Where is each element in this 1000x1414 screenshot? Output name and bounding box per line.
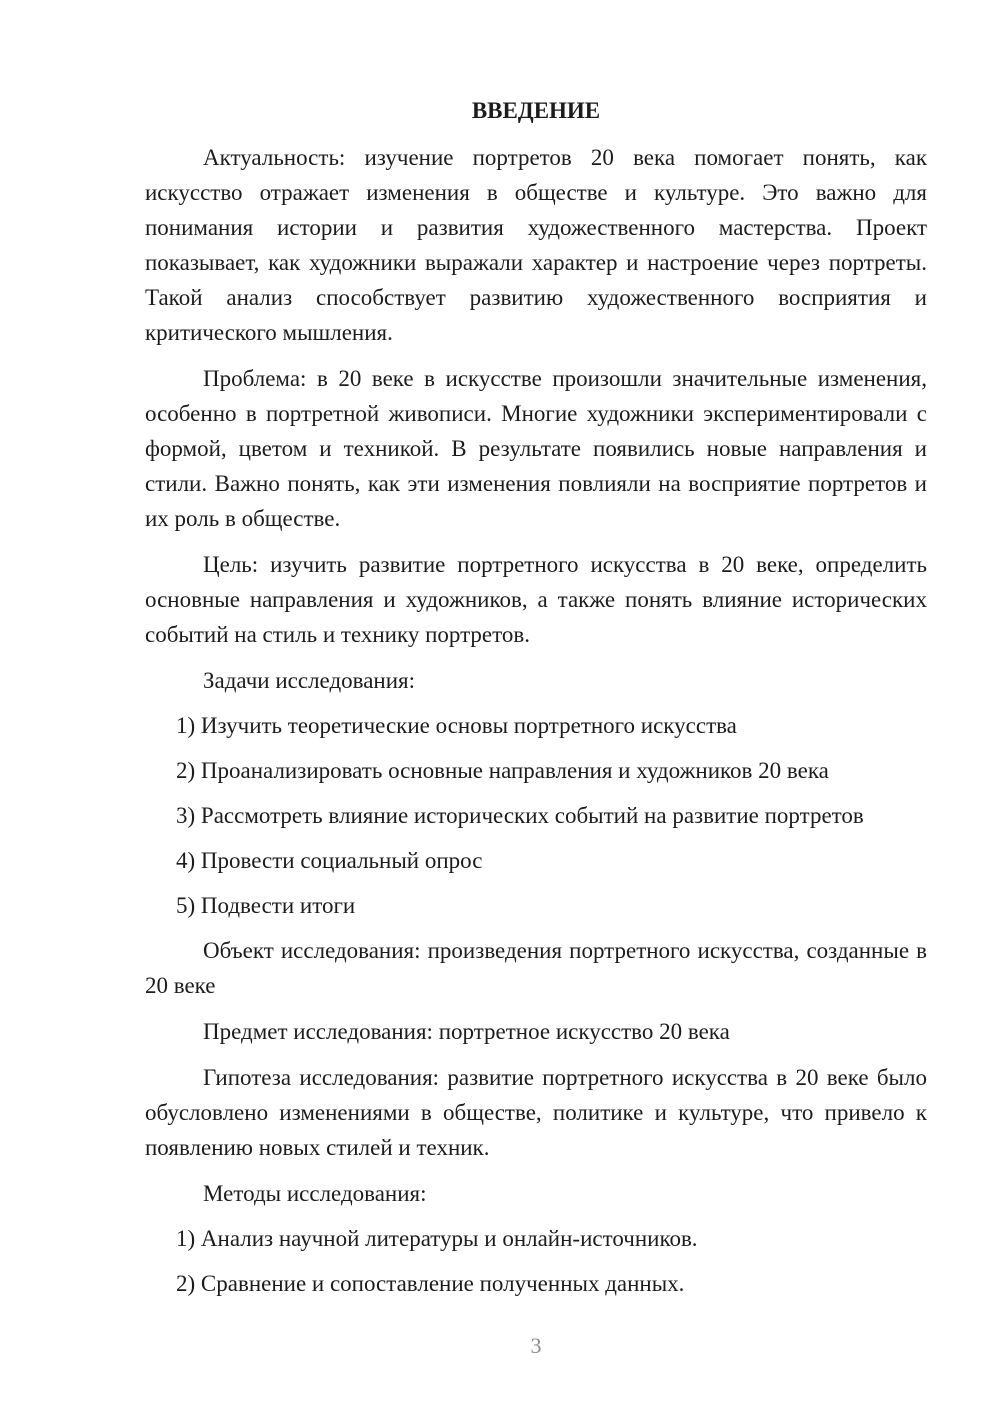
object-paragraph: Объект исследования: произведения портретного искусства, созданные в 20 веке [145,938,927,998]
method-item: 2) Сравнение и сопоставление полученных данных. [176,1271,685,1296]
problem-paragraph: Проблема: в 20 веке в искусстве произошли значительные изменения, особенно в портретной живописи. Многие художники экспериментировали с формой, цветом и техникой. В результате появились новые направления и стили. Важно понять, как эти изменения повлияли на восприятие портретов и их роль в обществе. [145,366,927,531]
task-item: 4) Провести социальный опрос [176,848,483,873]
task-item: 2) Проанализировать основные направления и художников 20 века [176,758,829,783]
hypothesis-paragraph: Гипотеза исследования: развитие портретного искусства в 20 веке было обусловлено изменениями в обществе, политике и культуре, что привело к появлению новых стилей и техник. [145,1065,927,1160]
goal-paragraph: Цель: изучить развитие портретного искусства в 20 веке, определить основные направления и художников, а также понять влияние исторических событий на стиль и технику портретов. [145,552,927,647]
page-number: 3 [530,1333,542,1358]
task-item: 5) Подвести итоги [176,893,356,918]
task-item: 3) Рассмотреть влияние исторических событий на развитие портретов [176,803,864,828]
section-heading: ВВЕДЕНИЕ [471,98,601,123]
tasks-title: Задачи исследования: [203,668,416,693]
relevance-paragraph: Актуальность: изучение портретов 20 века помогает понять, как искусство отражает изменения в обществе и культуре. Это важно для понимания истории и развития художественного мастерства. Проект показывает, как художники выражали характер и настроение через портреты. Такой анализ способствует развитию художественного восприятия и критического мышления. [145,145,927,345]
task-item: 1) Изучить теоретические основы портретного искусства [176,713,737,738]
page-content [145,93,927,1311]
methods-title: Методы исследования: [203,1181,427,1206]
subject-paragraph: Предмет исследования: портретное искусство 20 века [203,1019,730,1044]
method-item: 1) Анализ научной литературы и онлайн-источников. [176,1226,698,1251]
